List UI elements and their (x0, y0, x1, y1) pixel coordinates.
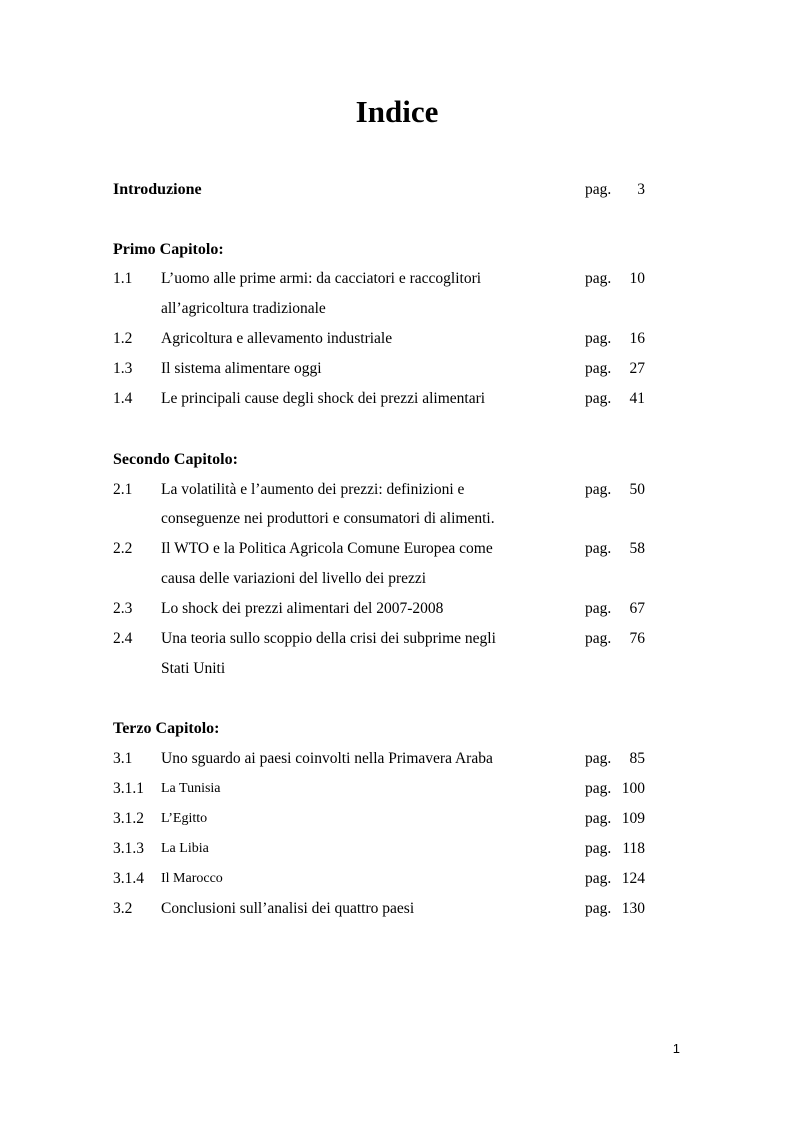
chapter-1-heading: Primo Capitolo: (113, 241, 224, 258)
entry-number: 3.1 (113, 750, 133, 767)
entry-title: La volatilità e l’aumento dei prezzi: definizioni e (161, 481, 465, 498)
toc-entry-continuation (113, 656, 645, 682)
entry-title: Una teoria sullo scoppio della crisi dei subprime negli (161, 630, 496, 647)
toc-entry (113, 266, 645, 292)
entry-page: 76 (629, 630, 645, 647)
entry-pag-label: pag. (585, 780, 612, 797)
entry-pag-label: pag. (585, 810, 612, 827)
toc-intro-row (113, 177, 645, 203)
entry-page: 118 (622, 840, 645, 857)
entry-number: 1.1 (113, 270, 133, 287)
entry-number: 3.1.4 (113, 870, 144, 887)
chapter-2-heading: Secondo Capitolo: (113, 451, 238, 468)
entry-title: Lo shock dei prezzi alimentari del 2007-2008 (161, 600, 444, 617)
entry-number: 2.2 (113, 540, 133, 557)
entry-title: Le principali cause degli shock dei prezzi alimentari (161, 390, 486, 407)
entry-page: 85 (629, 750, 645, 767)
entry-page: 10 (629, 270, 645, 287)
entry-title: Conclusioni sull’analisi dei quattro paesi (161, 900, 415, 917)
entry-pag-label: pag. (585, 481, 612, 498)
entry-pag-label: pag. (585, 750, 612, 767)
toc-entry-continuation (113, 506, 645, 532)
entry-pag-label: pag. (585, 540, 612, 557)
toc-entry (113, 896, 645, 922)
toc-entry-continuation (113, 296, 645, 322)
entry-pag-label: pag. (585, 630, 612, 647)
chapter-3-heading: Terzo Capitolo: (113, 720, 220, 737)
entry-page: 50 (629, 481, 645, 498)
entry-page: 124 (621, 870, 645, 887)
entry-title: Uno sguardo ai paesi coinvolti nella Primavera Araba (161, 750, 493, 767)
entry-number: 2.4 (113, 630, 133, 647)
entry-title: Il WTO e la Politica Agricola Comune Europea come (161, 540, 493, 557)
entry-pag-label: pag. (585, 600, 612, 617)
entry-number: 3.1.3 (113, 840, 144, 857)
entry-pag-label: pag. (585, 360, 612, 377)
page-number: 1 (672, 1041, 680, 1056)
entry-title-continued: causa delle variazioni del livello dei prezzi (161, 570, 427, 587)
entry-title-continued: Stati Uniti (161, 660, 226, 677)
intro-label: Introduzione (113, 181, 202, 198)
toc-entry (113, 806, 645, 832)
entry-title-continued: conseguenze nei produttori e consumatori di alimenti. (161, 510, 495, 527)
intro-page-number: 3 (637, 181, 645, 198)
entry-page: 67 (629, 600, 645, 617)
chapter-heading (113, 237, 645, 263)
toc-entry (113, 326, 645, 352)
entry-number: 1.3 (113, 360, 133, 377)
entry-title: L’Egitto (161, 811, 208, 826)
entry-pag-label: pag. (585, 900, 612, 917)
intro-pag-label: pag. (585, 181, 612, 198)
entry-title: L’uomo alle prime armi: da cacciatori e raccoglitori (161, 270, 482, 287)
entry-number: 3.2 (113, 900, 133, 917)
entry-title: Il sistema alimentare oggi (161, 360, 322, 377)
toc-entry (113, 866, 645, 892)
entry-number: 2.1 (113, 481, 133, 498)
toc-entry (113, 836, 645, 862)
entry-title-continued: all’agricoltura tradizionale (161, 300, 326, 317)
entry-pag-label: pag. (585, 840, 612, 857)
entry-page: 109 (621, 810, 645, 827)
toc-entry (113, 626, 645, 652)
entry-page: 130 (621, 900, 645, 917)
page-title: Indice (355, 94, 439, 129)
toc-entry (113, 477, 645, 503)
entry-page: 41 (629, 390, 645, 407)
chapter-heading (113, 716, 645, 742)
entry-title: Agricoltura e allevamento industriale (161, 330, 393, 347)
toc-entry (113, 746, 645, 772)
entry-pag-label: pag. (585, 330, 612, 347)
entry-number: 1.4 (113, 390, 133, 407)
entry-number: 1.2 (113, 330, 133, 347)
entry-page: 27 (629, 360, 645, 377)
entry-title: La Tunisia (161, 781, 221, 796)
entry-number: 3.1.1 (113, 780, 144, 797)
entry-page: 100 (621, 780, 645, 797)
toc-entry (113, 536, 645, 562)
toc-entry (113, 776, 645, 802)
toc-entry (113, 596, 645, 622)
entry-pag-label: pag. (585, 390, 612, 407)
entry-pag-label: pag. (585, 270, 612, 287)
entry-pag-label: pag. (585, 870, 612, 887)
entry-number: 2.3 (113, 600, 133, 617)
chapter-heading (113, 447, 645, 473)
entry-number: 3.1.2 (113, 810, 144, 827)
toc-entry (113, 356, 645, 382)
entry-title: La Libia (161, 841, 209, 856)
toc-entry (113, 386, 645, 412)
entry-title: Il Marocco (161, 871, 223, 886)
entry-page: 16 (629, 330, 645, 347)
toc-entry-continuation (113, 566, 645, 592)
entry-page: 58 (629, 540, 645, 557)
